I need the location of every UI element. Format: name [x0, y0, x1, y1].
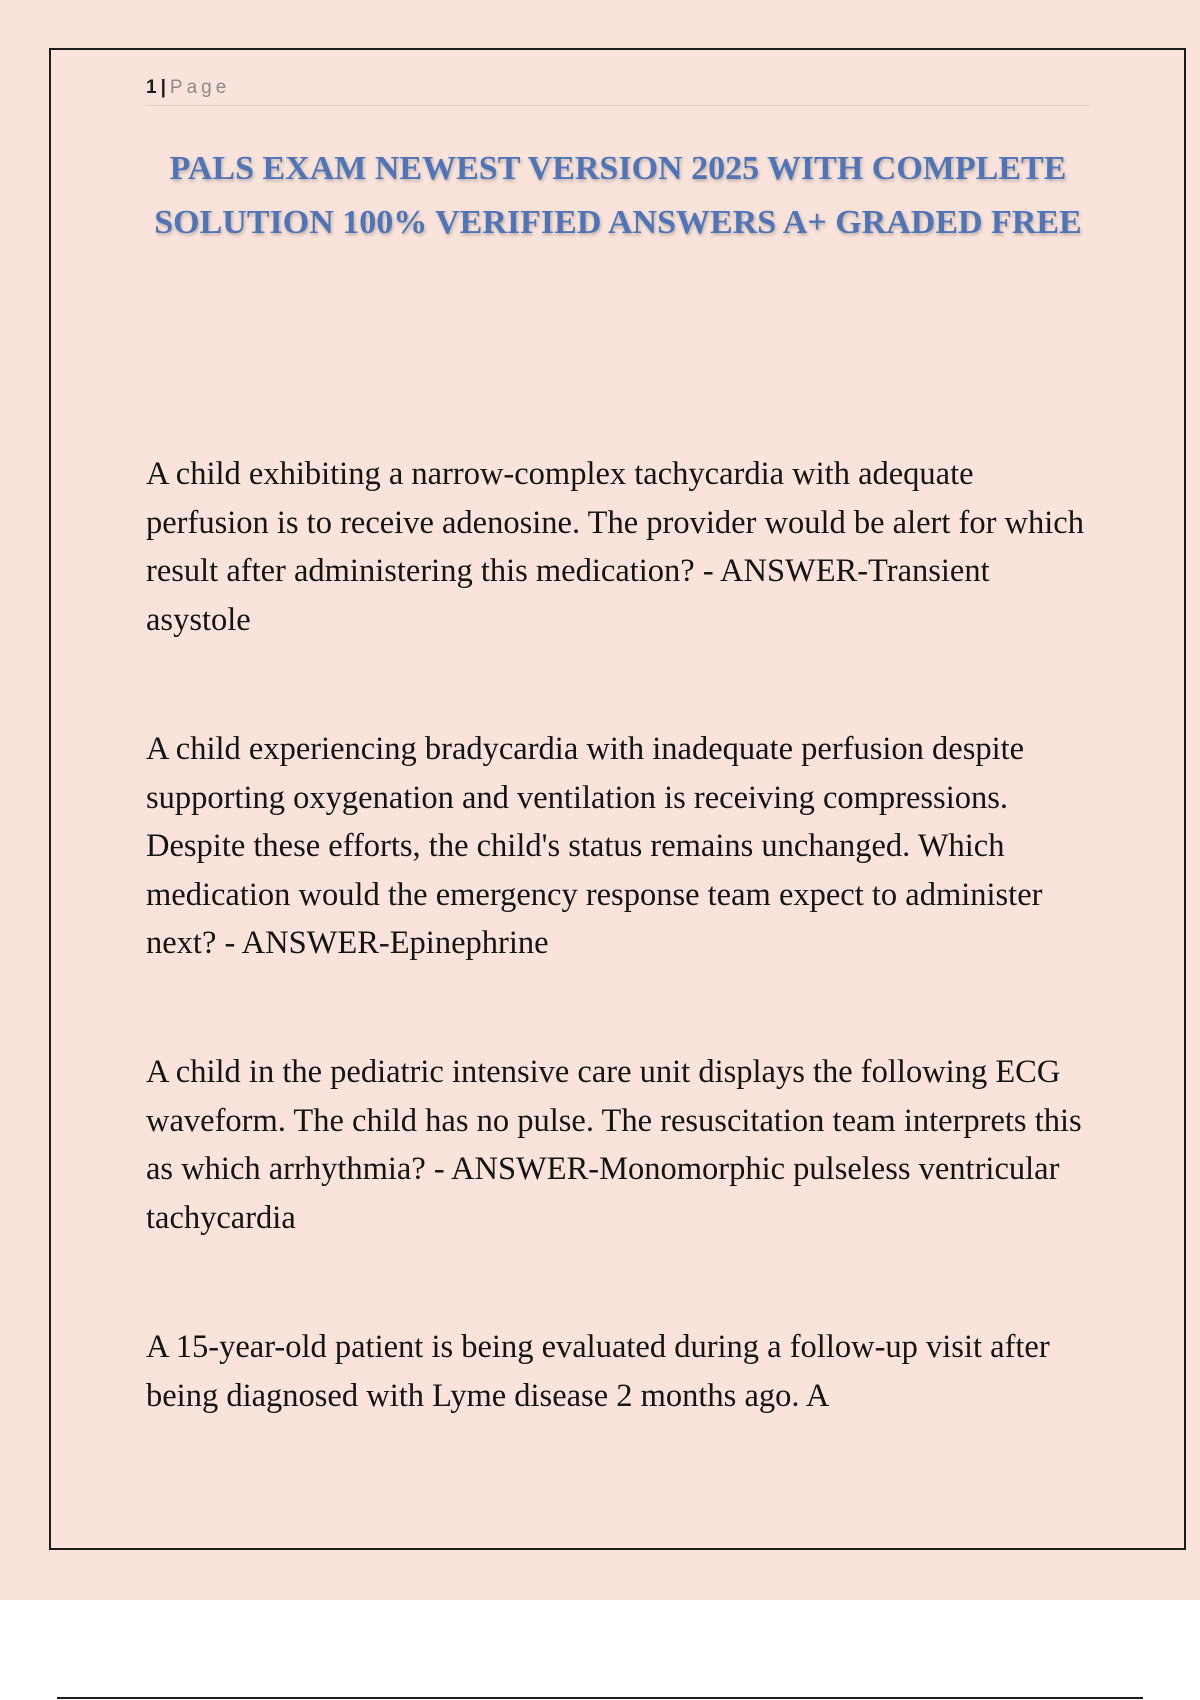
question-answer-3: A child in the pediatric intensive care unit displays the following ECG waveform. The child has no pulse. The resuscitation team interprets this as which arrhythmia? - ANSWER-Monomorphic pulseless ventricular tachycardia — [146, 1054, 1082, 1236]
page-header — [146, 74, 1090, 106]
document-title: PALS EXAM NEWEST VERSION 2025 WITH COMPLETE SOLUTION 100% VERIFIED ANSWERS A+ GRADED FREE — [154, 150, 1082, 241]
question-answer-1: A child exhibiting a narrow-complex tachycardia with adequate perfusion is to receive adenosine. The provider would be alert for which result after administering this medication? - ANSWER-Transient asystole — [146, 456, 1084, 638]
page-number: 1 — [146, 77, 157, 98]
question-answer-4: A 15-year-old patient is being evaluated during a follow-up visit after being diagnosed with Lyme disease 2 months ago. A — [146, 1329, 1050, 1414]
page-separator: | — [160, 77, 166, 98]
footer-divider — [57, 1697, 1143, 1699]
page-label: Page — [169, 77, 231, 98]
question-answer-2: A child experiencing bradycardia with inadequate perfusion despite supporting oxygenation and ventilation is receiving compressions. Despite these efforts, the child's status remains unchanged. Which medication would the emergency response team expect to administer next? - ANSWER-Epinephrine — [146, 731, 1043, 961]
